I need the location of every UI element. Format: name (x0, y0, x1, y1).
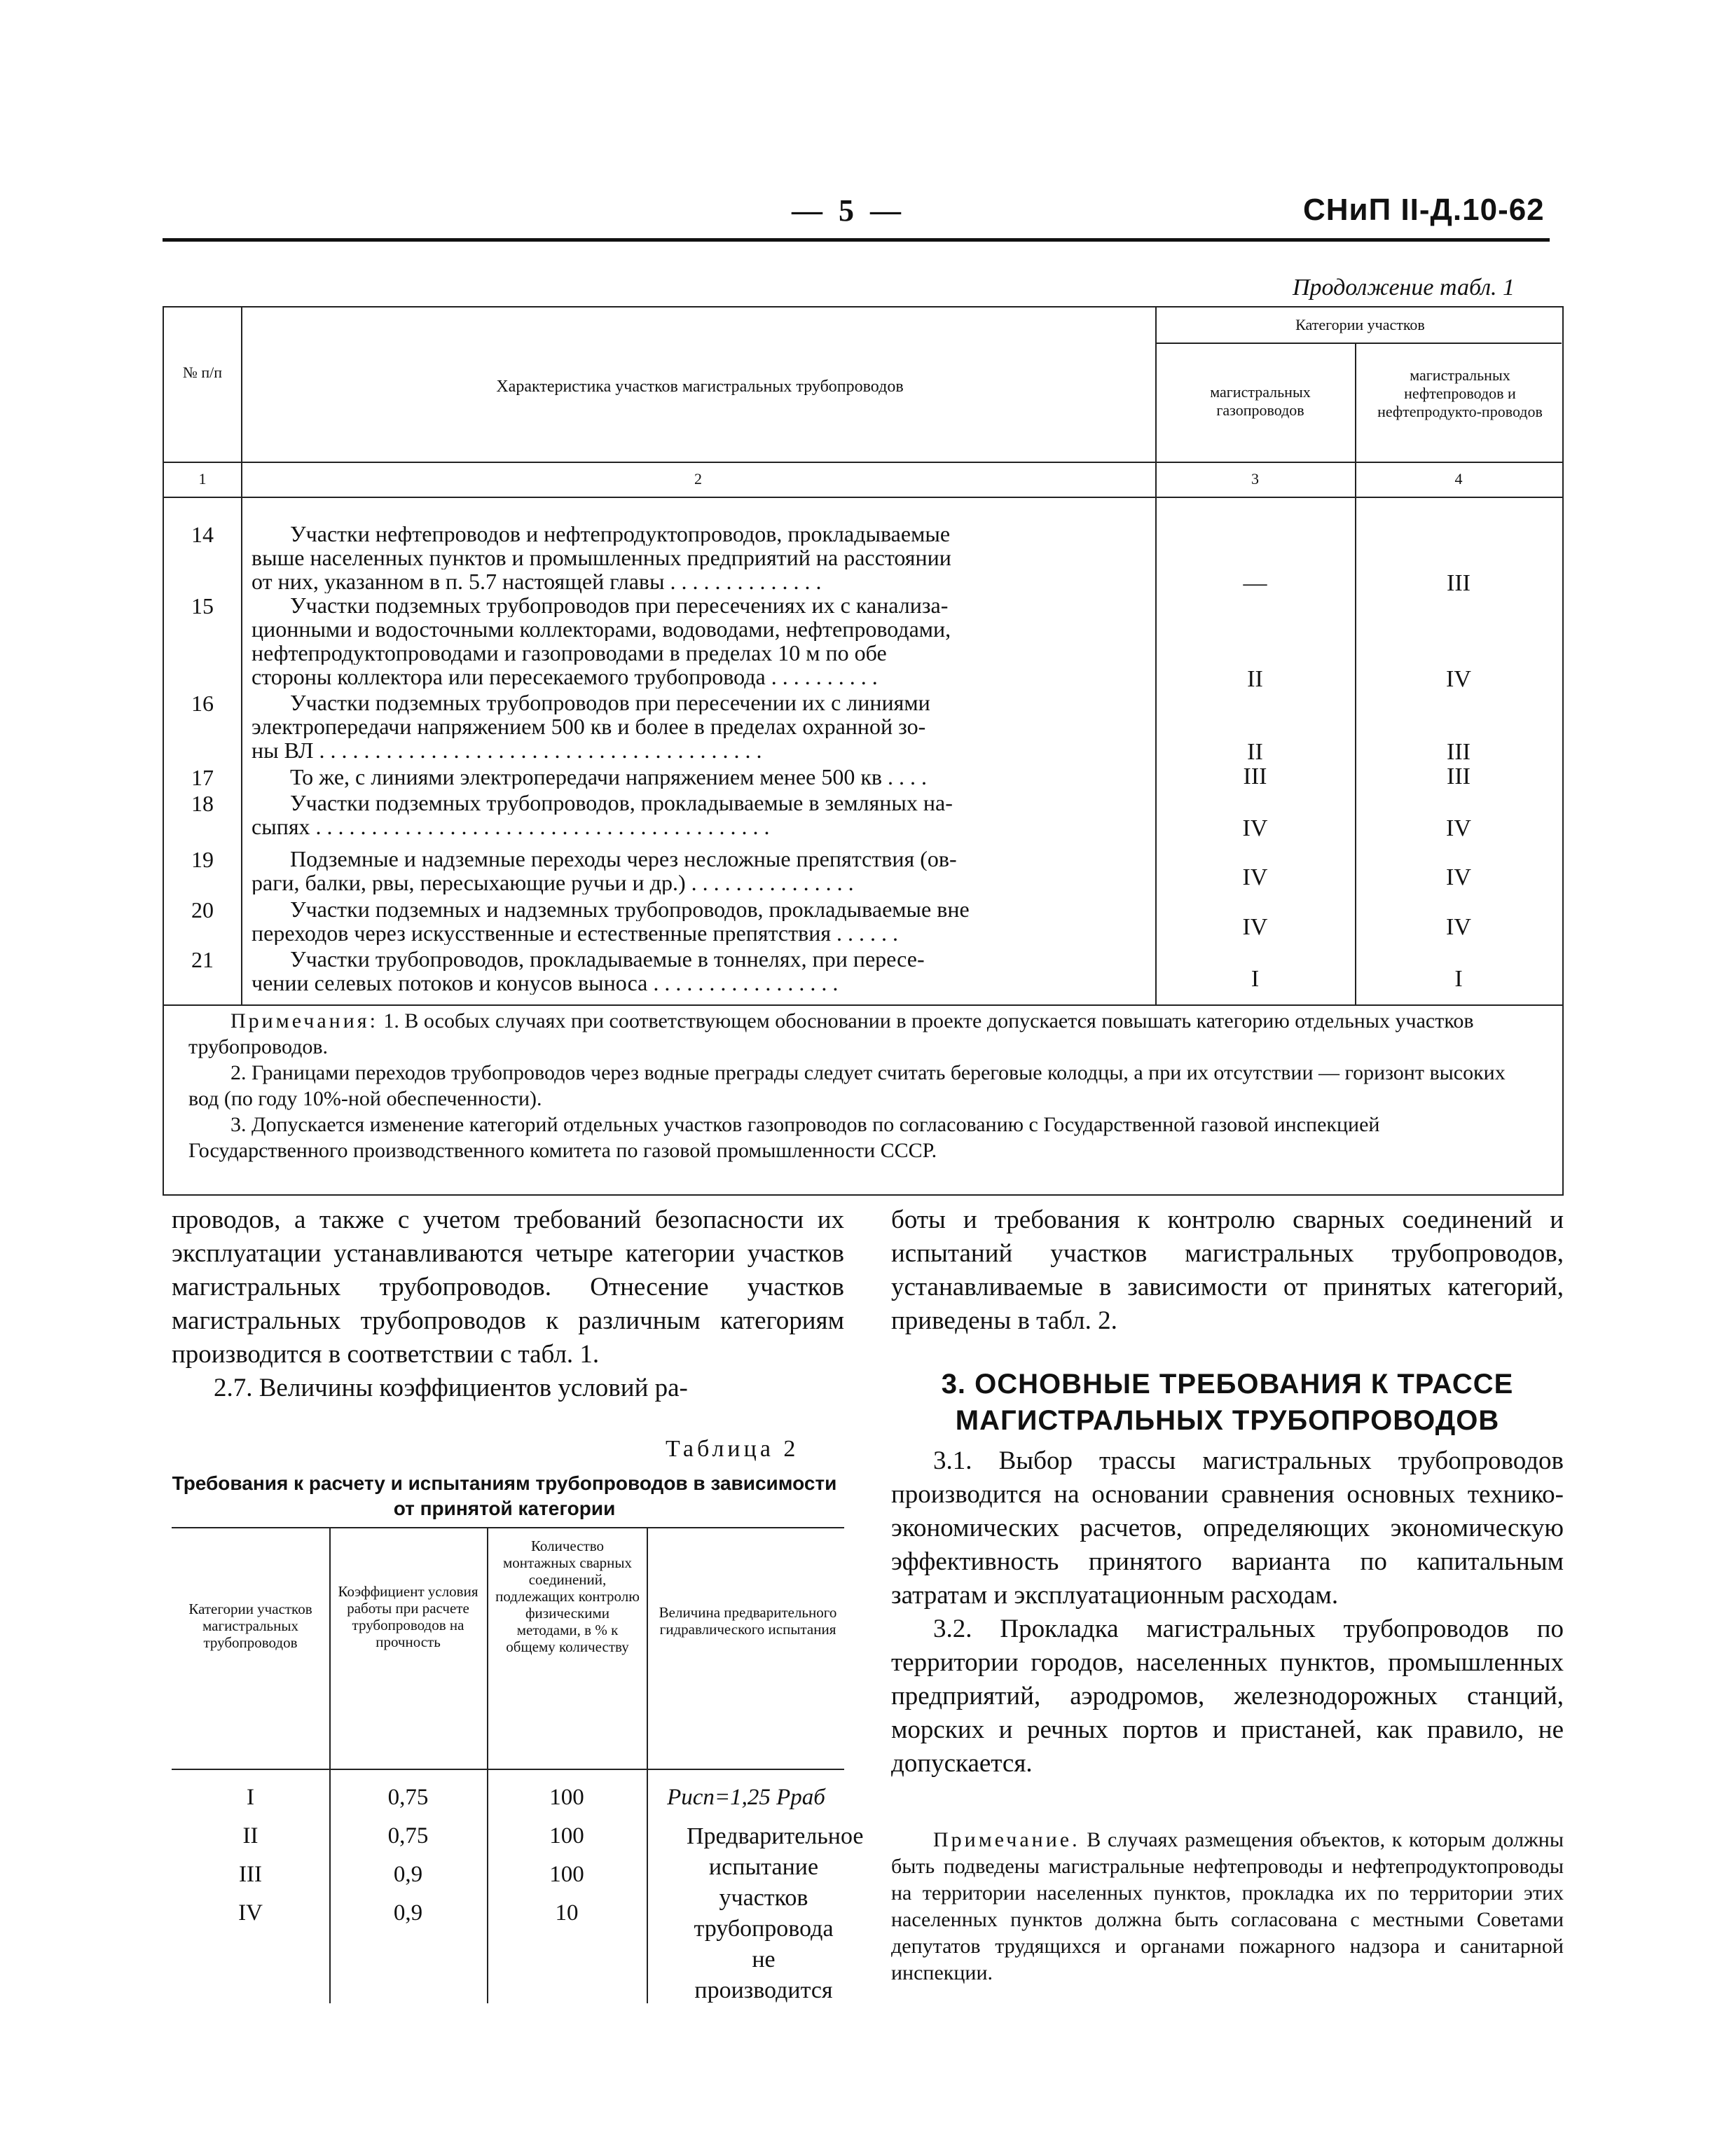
gas-category: I (1251, 966, 1260, 992)
t2-weld-percent: 10 (555, 1900, 579, 1926)
t2-coefficient: 0,75 (387, 1823, 429, 1849)
row-number: 19 (191, 847, 214, 872)
paragraph: проводов, а также с учетом требований безопасности их эксплуатации устанавливаются четыре категории участков магистральных трубопроводов. Отнесение участков магистральных трубопроводов к различным категориям производится в соответствии с табл. 1. (172, 1205, 844, 1369)
row-number: 20 (191, 897, 214, 922)
header-oil: магистральных нефтепроводов и нефтепродукто-проводов (1377, 366, 1543, 420)
t2-weld-percent: 100 (549, 1785, 584, 1810)
t2-weld-percent: 100 (549, 1862, 584, 1887)
gas-category: IV (1242, 864, 1268, 890)
page-number: — 5 — (792, 193, 905, 228)
table-divider (329, 1527, 331, 2003)
table-divider (164, 1004, 1562, 1006)
notes-label: Примечания: (230, 1009, 378, 1032)
row-line: чении селевых потоков и конусов выноса . . . . . . . . . . . . . . . . . (252, 971, 839, 995)
row-number: 16 (191, 691, 214, 716)
gas-category: — (1243, 570, 1267, 596)
oil-category: III (1447, 570, 1471, 596)
gas-category: II (1247, 739, 1263, 765)
table-divider (647, 1527, 648, 2003)
row-number: 21 (191, 947, 214, 972)
table-continuation-label: Продолжение табл. 1 (1293, 275, 1515, 300)
oil-category: I (1454, 966, 1463, 992)
row-line: раги, балки, рвы, пересыхающие ручьи и др.) . . . . . . . . . . . . . . . (252, 871, 854, 894)
col-number: 2 (694, 470, 702, 488)
paragraph: 3.1. Выбор трассы магистральных трубопроводов производится на основании сравнения основных технико-экономических расчетов, определяющих экономическую эффективность принятого варианта по капитальным затратам и эксплуатационным расходам. (891, 1446, 1564, 1610)
row-line: ны ВЛ . . . . . . . . . . . . . . . . . . . . . . . . . . . . . . . . . . . . . . . . (252, 738, 762, 762)
col-number: 1 (198, 470, 207, 488)
table-divider (1155, 343, 1562, 344)
t2-category: I (247, 1785, 254, 1810)
t2-coefficient: 0,75 (387, 1785, 429, 1810)
row-line: Участки нефтепроводов и нефтепродуктопроводов, прокладываемые (290, 522, 951, 546)
oil-category: IV (1446, 914, 1471, 940)
header-characteristic: Характеристика участков магистральных трубопроводов (496, 378, 904, 396)
t2-header: Категории участков магистральных трубопроводов (188, 1601, 312, 1651)
row-line: Участки подземных трубопроводов при пересечениях их с канализа- (290, 593, 949, 617)
note-item: 1. В особых случаях при соответствующем обосновании в проекте допускается повышать категорию отдельных участков трубопроводов. (188, 1009, 1474, 1058)
header-no: № п/п (182, 364, 223, 381)
row-line: переходов через искусственные и естественные препятствия . . . . . . (252, 921, 899, 945)
table-2 (172, 1527, 864, 2003)
row-line: нефтепродуктопроводами и газопроводами в пределах 10 м по обе (252, 641, 887, 665)
row-line: сыпях . . . . . . . . . . . . . . . . . . . . . . . . . . . . . . . . . . . . . . . . . (252, 815, 770, 838)
row-number: 15 (191, 593, 214, 619)
row-line: Участки подземных трубопроводов, прокладываемые в земляных на- (290, 791, 953, 815)
t2-header: Коэффициент условия работы при расчете трубопроводов на прочность (338, 1583, 478, 1650)
table-divider (487, 1527, 488, 2003)
gas-category: III (1243, 763, 1267, 789)
section-note (891, 1827, 1564, 1986)
t2-coefficient: 0,9 (393, 1900, 423, 1926)
table-2-title: Требования к расчету и испытаниям трубопроводов в зависимости от принятой категории (172, 1472, 837, 1519)
row-line: от них, указанном в п. 5.7 настоящей главы . . . . . . . . . . . . . . (252, 569, 822, 593)
t2-test-pressure: Pисп=1,25 Pраб (667, 1785, 825, 1810)
t2-merged-test-note: Предварительное испытание участков трубопровода не производится (687, 1823, 864, 2003)
paragraph: 2.7. Величины коэффициентов условий ра- (214, 1374, 688, 1402)
left-column-text (172, 1203, 844, 1405)
row-line: электропередачи напряжением 500 кв и более в пределах охранной зо- (252, 714, 926, 738)
oil-category: IV (1446, 815, 1471, 841)
section-title: 3. ОСНОВНЫЕ ТРЕБОВАНИЯ К ТРАССЕ МАГИСТРАЛЬНЫХ ТРУБОПРОВОДОВ (941, 1369, 1514, 1436)
row-number: 14 (191, 522, 214, 547)
note-item: 3. Допускается изменение категорий отдельных участков газопроводов по согласованию с Государственной газовой инспекцией Государственного производственного комитета по газовой промышленности СССР. (188, 1113, 1380, 1162)
row-number: 18 (191, 791, 214, 816)
right-column-text (891, 1203, 1564, 1338)
row-line: То же, с линиями электропередачи напряжением менее 500 кв . . . . (290, 765, 928, 789)
oil-category: III (1447, 739, 1471, 765)
gas-category: II (1247, 666, 1263, 692)
note-item: 2. Границами переходов трубопроводов через водные преграды следует считать береговые колодцы, а при их отсутствии — горизонт высоких вод (по году 10%-ной обеспеченности). (188, 1061, 1506, 1110)
gas-category: IV (1242, 914, 1268, 940)
header-categories: Категории участков (1295, 316, 1425, 333)
header-gas: магистральных газопроводов (1210, 383, 1311, 419)
right-column-sections (891, 1444, 1564, 1781)
table-divider (172, 1527, 844, 1528)
table-divider (164, 462, 1562, 463)
gas-category: IV (1242, 815, 1268, 841)
paragraph: 3.2. Прокладка магистральных трубопроводов по территории городов, населенных пунктов, промышленных предприятий, аэродромов, железнодорожных станций, морских и речных портов и пристаней, как правило, не допускается. (891, 1615, 1564, 1778)
table-divider (172, 1769, 844, 1770)
t2-category: II (242, 1823, 259, 1849)
t2-category: IV (238, 1900, 263, 1926)
row-line: Участки подземных и надземных трубопроводов, прокладываемые вне (290, 897, 970, 921)
row-line: Участки подземных трубопроводов при пересечении их с линиями (290, 691, 930, 714)
oil-category: III (1447, 763, 1471, 789)
col-number: 3 (1251, 470, 1259, 488)
header-rule (163, 238, 1550, 242)
note-label: Примечание. (933, 1828, 1080, 1851)
row-line: стороны коллектора или пересекаемого трубопровода . . . . . . . . . . (252, 665, 878, 689)
table-divider (241, 307, 242, 1004)
row-line: Подземные и надземные переходы через несложные препятствия (ов- (290, 847, 957, 871)
t2-header: Количество монтажных сварных соединений, подлежащих контролю физическими методами, в % к общему количеству (495, 1537, 640, 1655)
t2-coefficient: 0,9 (393, 1862, 423, 1887)
paragraph: боты и требования к контролю сварных соединений и испытаний участков магистральных трубопроводов, устанавливаемые в зависимости от принятых категорий, приведены в табл. 2. (891, 1205, 1564, 1335)
row-line: Участки трубопроводов, прокладываемые в тоннелях, при пересе- (290, 947, 925, 971)
document-code: СНиП II-Д.10-62 (1303, 193, 1545, 227)
table-1 (163, 306, 1564, 1196)
table-2-label: Таблица 2 (666, 1436, 799, 1462)
table-notes (188, 1008, 1541, 1163)
row-line: выше населенных пунктов и промышленных предприятий на расстоянии (252, 546, 951, 569)
t2-category: III (239, 1862, 262, 1887)
t2-header: Величина предварительного гидравлического испытания (659, 1604, 837, 1638)
t2-weld-percent: 100 (549, 1823, 584, 1849)
table-divider (164, 497, 1562, 498)
col-number: 4 (1454, 470, 1463, 488)
row-line: ционными и водосточными коллекторами, водоводами, нефтепроводами, (252, 617, 951, 641)
oil-category: IV (1446, 864, 1471, 890)
row-number: 17 (191, 765, 214, 790)
oil-category: IV (1446, 666, 1471, 692)
note-text: В случаях размещения объектов, к которым должны быть подведены магистральные нефтепроводы и нефтепродуктопроводы на территории населенных пунктов, прокладка их по территории этих населенных пунктов должна быть согласована с местными Советами депутатов трудящихся и органами пожарного надзора и санитарной инспекции. (891, 1828, 1564, 1984)
